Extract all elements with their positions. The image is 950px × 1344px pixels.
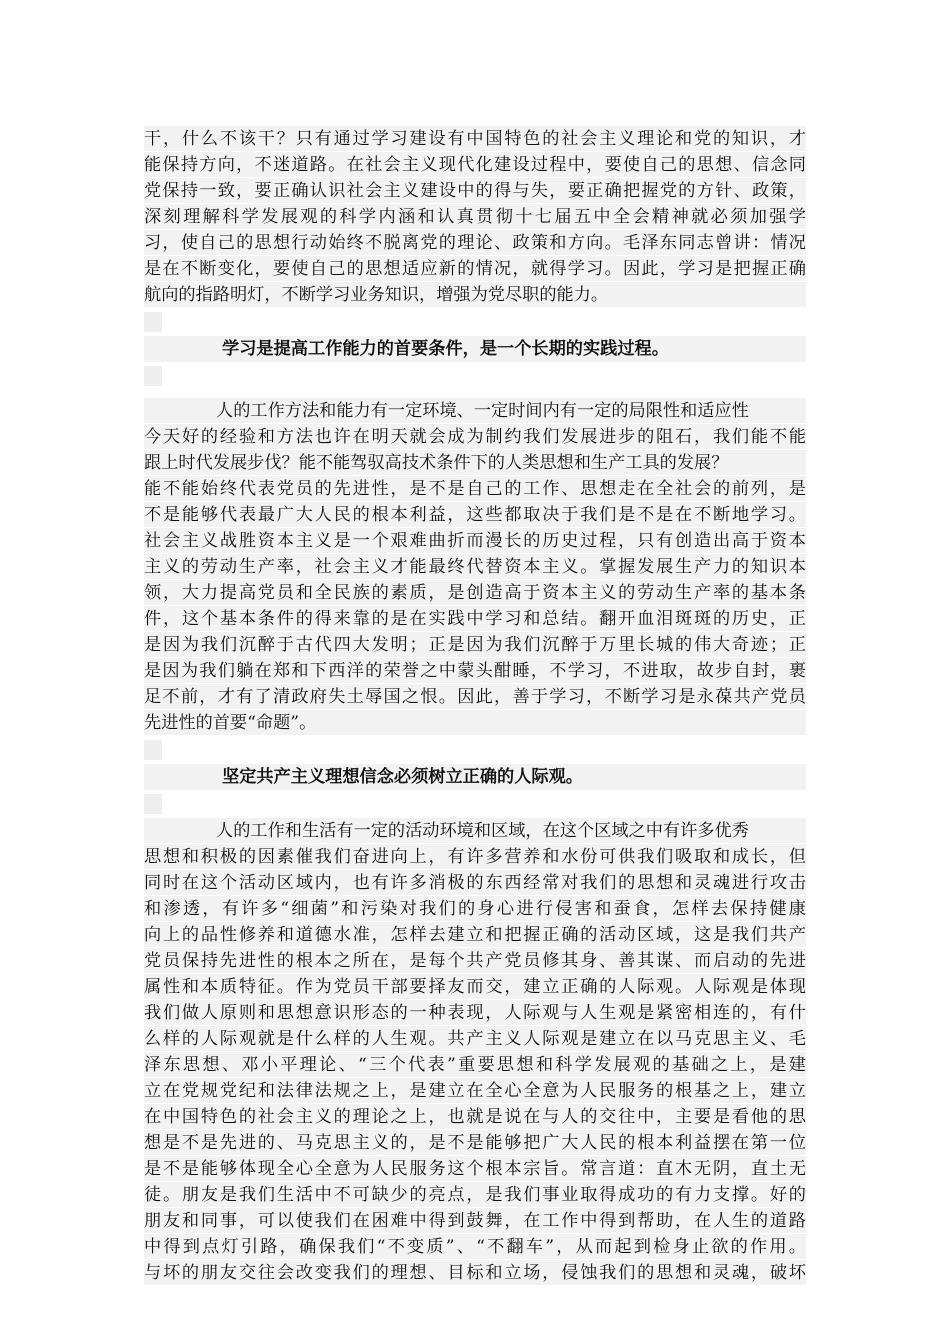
text-line: 不是能够代表最广大人民的根本利益，这些都取决于我们是不是在不断地学习。	[144, 502, 806, 528]
text-line: 与坏的朋友交往会改变我们的理想、目标和立场，侵蚀我们的思想和灵魂，破坏	[144, 1260, 806, 1286]
text-line: 主义的劳动生产率，社会主义才能最终代替资本主义。掌握发展生产力的知识本	[144, 554, 806, 580]
text-line: 深刻理解科学发展观的科学内涵和认真贯彻十七届五中全会精神就必须加强学	[144, 204, 806, 230]
text-line: 人的工作和生活有一定的活动环境和区域，在这个区域之中有许多优秀	[144, 818, 806, 844]
empty-paragraph-marker	[144, 366, 162, 386]
text-line: 么样的人际观就是什么样的人生观。共产主义人际观是建立在以马克思主义、毛	[144, 1026, 806, 1052]
text-line: 习，使自己的思想行动始终不脱离党的理论、政策和方向。毛泽东同志曾讲：情况	[144, 230, 806, 256]
text-line: 党保持一致，要正确认识社会主义建设中的得与失，要正确把握党的方针、政策，	[144, 178, 806, 204]
empty-paragraph-marker	[144, 794, 162, 814]
text-line: 干，什么不该干？只有通过学习建设有中国特色的社会主义理论和党的知识，才	[144, 126, 806, 152]
text-line: 今天好的经验和方法也许在明天就会成为制约我们发展进步的阻石，我们能不能	[144, 424, 806, 450]
text-line: 件，这个基本条件的得来靠的是在实践中学习和总结。翻开血泪斑斑的历史，正	[144, 606, 806, 632]
text-line: 跟上时代发展步伐？能不能驾驭高技术条件下的人类思想和生产工具的发展？	[144, 450, 806, 476]
text-line: 社会主义战胜资本主义是一个艰难曲折而漫长的历史过程，只有创造出高于资本	[144, 528, 806, 554]
text-line: 足不前，才有了清政府失土辱国之恨。因此，善于学习，不断学习是永葆共产党员	[144, 684, 806, 710]
text-line: 和渗透，有许多“细菌”和污染对我们的身心进行侵害和蚕食，怎样去保持健康	[144, 896, 806, 922]
text-line: 是因为我们躺在郑和下西洋的荣誉之中蒙头酣睡，不学习，不进取，故步自封，裹	[144, 658, 806, 684]
document-page	[144, 126, 806, 1286]
text-line: 属性和本质特征。作为党员干部要择友而交，建立正确的人际观。人际观是体现	[144, 974, 806, 1000]
text-line: 能不能始终代表党员的先进性，是不是自己的工作、思想走在全社会的前列，是	[144, 476, 806, 502]
text-line: 党员保持先进性的根本之所在，是每个共产党员修其身、善其谋、而启动的先进	[144, 948, 806, 974]
text-line: 先进性的首要“命题”。	[144, 710, 806, 736]
empty-paragraph-marker	[144, 312, 162, 332]
text-line: 立在党规党纪和法律法规之上，是建立在全心全意为人民服务的根基之上，建立	[144, 1078, 806, 1104]
paragraph-1	[144, 126, 806, 308]
text-line: 是不是能够体现全心全意为人民服务这个根本宗旨。常言道：直木无阴，直土无	[144, 1156, 806, 1182]
text-line: 向上的品性修养和道德水准，怎样去建立和把握正确的活动区域，这是我们共产	[144, 922, 806, 948]
text-line: 徒。朋友是我们生活中不可缺少的亮点，是我们事业取得成功的有力支撑。好的	[144, 1182, 806, 1208]
section-heading: 坚定共产主义理想信念必须树立正确的人际观。	[144, 764, 806, 790]
empty-paragraph-marker	[144, 740, 162, 760]
paragraph-3	[144, 818, 806, 1286]
text-line: 领，大力提高党员和全民族的素质，是创造高于资本主义的劳动生产率的基本条	[144, 580, 806, 606]
text-line: 中得到点灯引路，确保我们“不变质”、“不翻车”，从而起到检身止欲的作用。	[144, 1234, 806, 1260]
text-line: 泽东思想、邓小平理论、“三个代表”重要思想和科学发展观的基础之上，是建	[144, 1052, 806, 1078]
text-line: 想是不是先进的、马克思主义的，是不是能够把广大人民的根本利益摆在第一位	[144, 1130, 806, 1156]
text-line: 能保持方向，不迷道路。在社会主义现代化建设过程中，要使自己的思想、信念同	[144, 152, 806, 178]
text-line: 是在不断变化，要使自己的思想适应新的情况，就得学习。因此，学习是把握正确	[144, 256, 806, 282]
text-line: 我们做人原则和思想意识形态的一种表现，人际观与人生观是紧密相连的，有什	[144, 1000, 806, 1026]
text-line: 是因为我们沉醉于古代四大发明；正是因为我们沉醉于万里长城的伟大奇迹；正	[144, 632, 806, 658]
text-line: 朋友和同事，可以使我们在困难中得到鼓舞，在工作中得到帮助，在人生的道路	[144, 1208, 806, 1234]
text-line: 思想和积极的因素催我们奋进向上，有许多营养和水份可供我们吸取和成长，但	[144, 844, 806, 870]
text-line: 在中国特色的社会主义的理论之上，也就是说在与人的交往中，主要是看他的思	[144, 1104, 806, 1130]
section-heading: 学习是提高工作能力的首要条件，是一个长期的实践过程。	[144, 336, 806, 362]
paragraph-2	[144, 398, 806, 736]
text-line: 同时在这个活动区域内，也有许多消极的东西经常对我们的思想和灵魂进行攻击	[144, 870, 806, 896]
text-line: 航向的指路明灯，不断学习业务知识，增强为党尽职的能力。	[144, 282, 806, 308]
text-line: 人的工作方法和能力有一定环境、一定时间内有一定的局限性和适应性	[144, 398, 806, 424]
